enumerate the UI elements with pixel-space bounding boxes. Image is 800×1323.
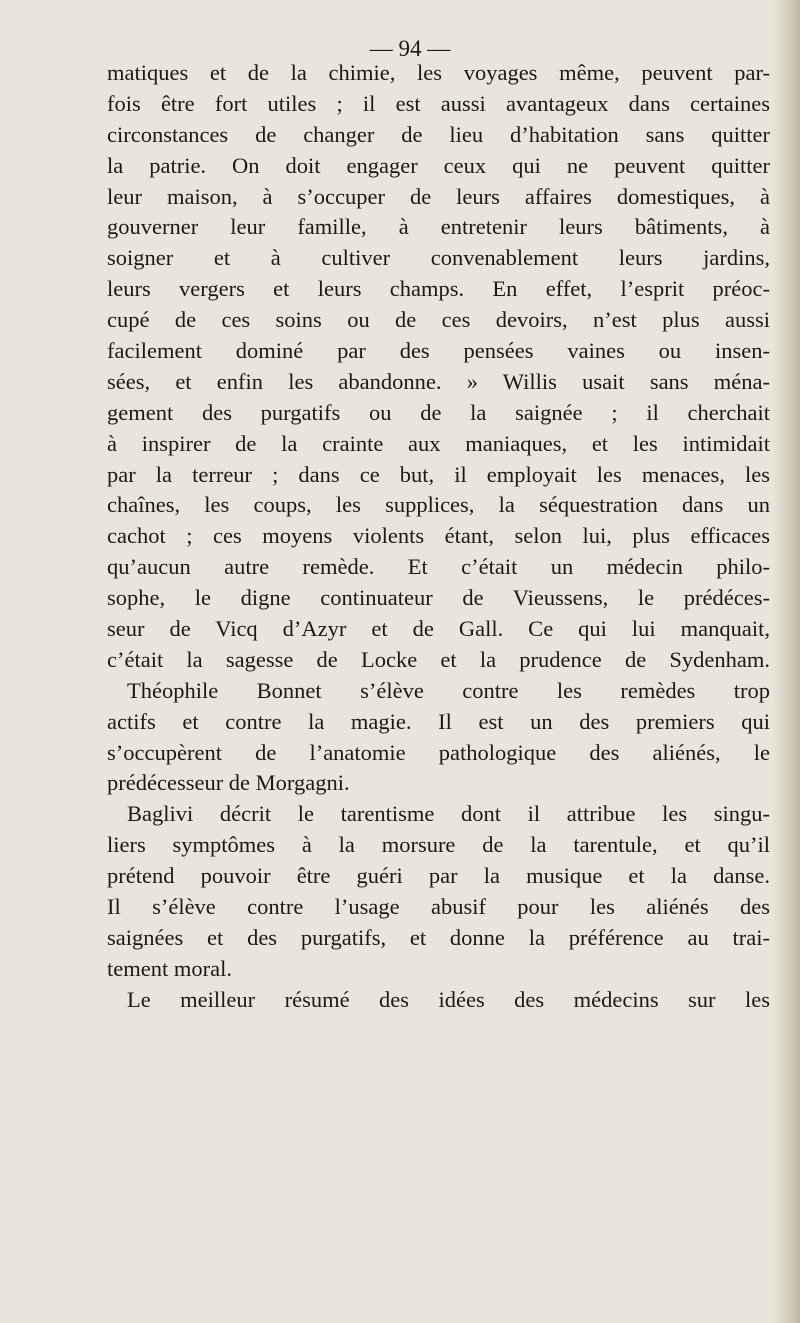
text-line: saignées et des purgatifs, et donne la préférence au trai- xyxy=(107,924,770,950)
text-line: la patrie. On doit engager ceux qui ne peuvent quitter xyxy=(107,152,770,178)
text-line: par la terreur ; dans ce but, il employait les menaces, les xyxy=(107,461,770,487)
text-line: leurs vergers et leurs champs. En effet, l’esprit préoc- xyxy=(107,276,770,302)
text-line: chaînes, les coups, les supplices, la séquestration dans un xyxy=(107,492,770,518)
text-line: facilement dominé par des pensées vaines ou insen- xyxy=(107,338,770,364)
text-line: qu’aucun autre remède. Et c’était un médecin philo- xyxy=(107,554,770,580)
page-edge-shadow xyxy=(772,0,800,1323)
text-line: matiques et de la chimie, les voyages même, peuvent par- xyxy=(107,60,770,85)
text-line: cachot ; ces moyens violents étant, selon lui, plus efficaces xyxy=(107,523,770,549)
text-line: Théophile Bonnet s’élève contre les remèdes trop xyxy=(127,677,770,703)
text-line: prédécesseur de Morgagni. xyxy=(107,770,350,796)
text-line: sophe, le digne continuateur de Vieussens, le prédéces- xyxy=(107,585,770,611)
text-line: prétend pouvoir être guéri par la musique et la danse. xyxy=(107,863,770,889)
text-line: seur de Vicq d’Azyr et de Gall. Ce qui lui manquait, xyxy=(107,616,770,642)
text-line: soigner et à cultiver convenablement leurs jardins, xyxy=(107,245,770,271)
text-line: leur maison, à s’occuper de leurs affaires domestiques, à xyxy=(107,183,770,209)
text-line: à inspirer de la crainte aux maniaques, et les intimidait xyxy=(107,430,770,456)
text-line: s’occupèrent de l’anatomie pathologique des aliénés, le xyxy=(107,739,770,765)
text-line: cupé de ces soins ou de ces devoirs, n’est plus aussi xyxy=(107,307,770,333)
text-line: Baglivi décrit le tarentisme dont il attribue les singu- xyxy=(127,801,770,827)
text-line: Il s’élève contre l’usage abusif pour les aliénés des xyxy=(107,894,770,920)
text-line: liers symptômes à la morsure de la tarentule, et qu’il xyxy=(107,832,770,858)
text-line: circonstances de changer de lieu d’habitation sans quitter xyxy=(107,121,770,147)
text-line: c’était la sagesse de Locke et la prudence de Sydenham. xyxy=(107,646,770,672)
text-line: gouverner leur famille, à entretenir leurs bâtiments, à xyxy=(107,214,770,240)
text-line: Le meilleur résumé des idées des médecins sur les xyxy=(127,986,770,1012)
text-line: gement des purgatifs ou de la saignée ; il cherchait xyxy=(107,399,770,425)
page-number: — 94 — xyxy=(369,36,451,61)
text-line: sées, et enfin les abandonne. » Willis usait sans ména- xyxy=(107,368,770,394)
text-line: tement moral. xyxy=(107,955,232,981)
text-line: actifs et contre la magie. Il est un des premiers qui xyxy=(107,708,770,734)
body-text xyxy=(107,58,770,1016)
text-line: fois être fort utiles ; il est aussi avantageux dans certaines xyxy=(107,90,770,116)
